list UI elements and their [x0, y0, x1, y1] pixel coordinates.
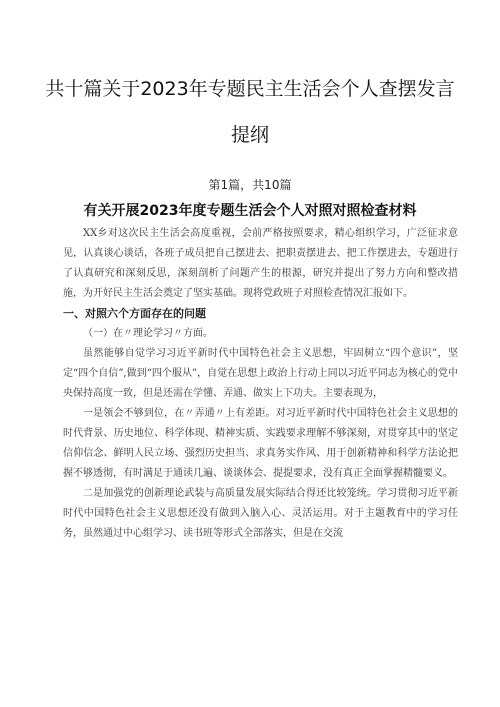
- article-subtitle: 有关开展2023年度专题生活会个人对照对照检查材料: [83, 203, 417, 219]
- body-paragraph: 一是领会不够到位，在〃弄通〃上有差距。对习近平新时代中国特色社会主义思想的时代背景、历史地位、科学体现、精神实质、实践要求理解不够深刻，对贯穿其中的坚定信仰信念、鲜明人民立场、强烈历史担当、求真务实作风、用于创新精神和科学方法论把握不够透彻，有时满足于通读几遍、谈谈体会、提提要求，没有真正全面掌握精髓要义。: [63, 408, 458, 479]
- intro-paragraph: XX乡对这次民主生活会高度重视，会前严格按照要求，精心组织学习，广泛征求意见，认真谈心谈话，各班子成员把自己摆进去、把职责摆进去、把工作摆进去，专题进行了认真研究和深刻反思，深刻剖析了问题产生的根源，研究并提出了努力方向和整改措施，为开好民主生活会奠定了坚实基础。现将党政班子对照检查情况汇报如下。: [63, 228, 458, 299]
- section-heading: 一、对照六个方面存在的问题: [63, 307, 206, 320]
- document-title-continued: 提纲: [230, 124, 269, 146]
- part-label: 第1篇，共10篇: [208, 178, 292, 192]
- document-title: 共十篇关于2023年专题民主生活会个人查摆发言: [45, 78, 455, 100]
- body-paragraph: 虽然能够自觉学习习近平新时代中国特色社会主义思想，牢固树立“四个意识”，坚定“四个自信”,做到“四个服从”，自觉在思想上政治上行动上同以习近平同志为核心的党中央保持高度一致，但是还需在学懂、弄通、做实上下功夫。主要表现为，: [63, 348, 458, 399]
- body-paragraph: 二是加强党的创新理论武装与高质量发展实际结合得还比较笼统。学习贯彻习近平新时代中国特色社会主义思想还没有做到入脑入心、灵活运用。对于主题教育中的学习任务，虽然通过中心组学习、读书班等形式全部落实，但是在交流: [63, 488, 458, 539]
- article-body: [63, 224, 458, 544]
- subsection-heading: （一）在〃理论学习〃方面。: [83, 328, 213, 339]
